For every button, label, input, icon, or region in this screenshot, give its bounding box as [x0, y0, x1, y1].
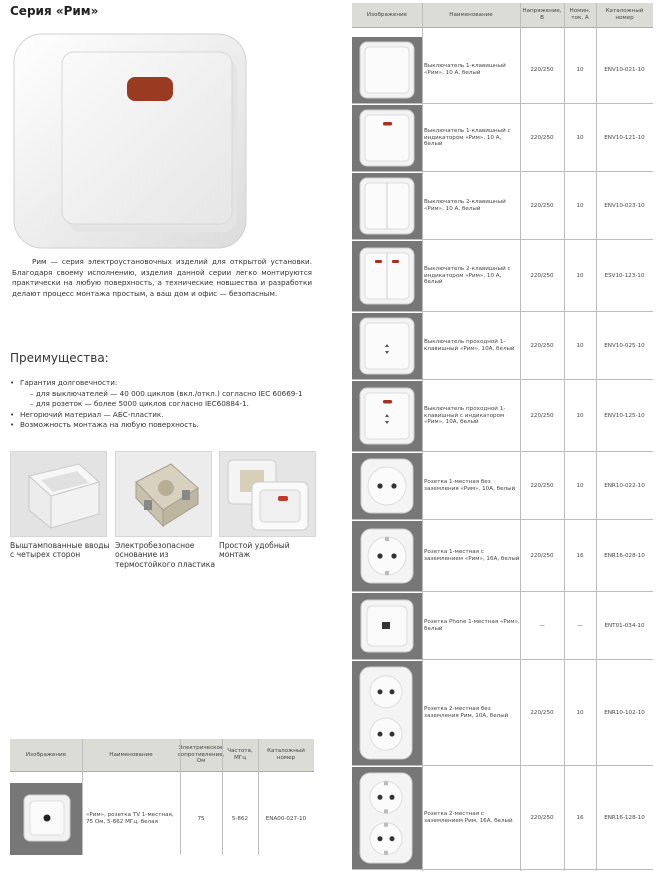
- advantages-heading: Преимущества:: [10, 351, 109, 365]
- advantage-item: • Негорючий материал — АБС-пластик.: [10, 410, 320, 421]
- base-photo: [115, 451, 212, 537]
- current-value: —: [577, 622, 583, 629]
- page-title: Серия «Рим»: [10, 4, 99, 18]
- product-table: [352, 3, 653, 856]
- switch-2-key-indicator-icon: [352, 241, 422, 311]
- catalog-number: ESV10-123-10: [604, 272, 645, 279]
- socket-2-icon: [352, 661, 422, 765]
- frequency-value: 5-862: [231, 815, 249, 822]
- row-divider: [352, 103, 653, 104]
- catalog-number: ENR16-128-10: [604, 814, 645, 821]
- row-divider: [352, 519, 653, 520]
- product-name: Розетка 2-местная с заземлением Рим, 16А, белый: [424, 811, 513, 824]
- catalog-number: ENT01-034-10: [604, 622, 645, 629]
- current-value: 16: [576, 552, 584, 559]
- voltage-value: 220/250: [530, 552, 554, 559]
- switch-2-key-icon: [352, 173, 422, 239]
- current-value: 10: [576, 134, 584, 141]
- product-name: Выключатель 1-клавишный с индикатором «Рим», 10 А, белый: [424, 128, 511, 148]
- product-name: Розетка 2-местная без заземления Рим, 10А, белый: [424, 706, 509, 719]
- advantage-item: • Возможность монтажа на любую поверхность.: [10, 420, 320, 431]
- product-name: Выключатель проходной 1-клавишный с индикатором «Рим», 10А, белый: [424, 406, 506, 426]
- socket-2-ground-icon: [352, 767, 422, 869]
- column-divider: [422, 3, 423, 871]
- catalog-number: ENR10-102-10: [604, 709, 645, 716]
- product-name: Розетка 1-местная без заземления «Рим», 10А, белый: [424, 479, 516, 492]
- product-name: Выключатель 2-клавишный с индикатором «Рим», 10 А, белый: [424, 266, 511, 286]
- hero-switch-image: [12, 32, 250, 252]
- voltage-value: 220/250: [530, 342, 554, 349]
- voltage-value: 220/250: [530, 66, 554, 73]
- catalog-number: ENR10-022-10: [604, 482, 645, 489]
- socket-1-icon: [352, 453, 422, 519]
- row-divider: [352, 379, 653, 380]
- catalog-number: ENV10-021-10: [604, 66, 645, 73]
- catalog-number: ENV10-023-10: [604, 202, 645, 209]
- tv-socket-table: [10, 739, 314, 859]
- voltage-value: 220/250: [530, 134, 554, 141]
- product-name: Розетка 1-местная с заземлением «Рим», 16А, белый: [424, 549, 520, 562]
- switch-1-key-indicator-icon: [352, 105, 422, 171]
- mounting-photo: [219, 451, 316, 537]
- header-code: Каталожный номер: [605, 8, 644, 21]
- current-value: 10: [576, 342, 584, 349]
- product-name: Выключатель 2-клавишный «Рим», 10 А, белый: [424, 199, 506, 212]
- product-name: Выключатель проходной 1-клавишный «Рим», 10А, белый: [424, 339, 515, 352]
- column-divider: [520, 3, 521, 871]
- header-current: Номин. ток, А: [569, 8, 591, 21]
- advantage-subitem: – для выключателей — 40 000 циклов (вкл./откл.) согласно IEC 60669-1: [30, 388, 303, 398]
- catalog-number: ENR16-028-10: [604, 552, 645, 559]
- pass-switch-indicator-icon: [352, 381, 422, 451]
- socket-1-ground-icon: [352, 521, 422, 591]
- voltage-value: 220/250: [530, 412, 554, 419]
- row-divider: [352, 869, 653, 870]
- intro-paragraph: Рим — серия электроустановочных изделий для открытой установки. Благодаря своему исполнению, изделия данной серии легко монтируются практически на любую поверхность, а технические новшества и разработки делают процесс монтажа простым, а ваш дом и офис — безопасным.: [12, 257, 312, 298]
- pass-switch-icon: [352, 313, 422, 379]
- current-value: 10: [576, 272, 584, 279]
- resistance-value: 75: [197, 815, 205, 822]
- catalog-number: ENA00-027-10: [265, 815, 307, 822]
- current-value: 10: [576, 482, 584, 489]
- feature-caption: Электробезопасное основание из термостойкого пластика: [115, 541, 215, 569]
- phone-socket-icon: [352, 593, 422, 659]
- current-value: 10: [576, 66, 584, 73]
- voltage-value: 220/250: [530, 814, 554, 821]
- row-divider: [352, 171, 653, 172]
- row-divider: [352, 659, 653, 660]
- catalog-number: ENV10-025-10: [604, 342, 645, 349]
- voltage-value: 220/250: [530, 482, 554, 489]
- column-divider: [596, 3, 597, 871]
- voltage-value: 220/250: [530, 709, 554, 716]
- header-name: Наименование: [449, 11, 493, 18]
- tv-socket-icon: [10, 783, 82, 855]
- switch-1-key-icon: [352, 37, 422, 103]
- header-image: Изображение: [25, 751, 67, 758]
- current-value: 10: [576, 202, 584, 209]
- voltage-value: 220/250: [530, 272, 554, 279]
- header-resistance: Электрическое сопротивление, Ом: [177, 745, 225, 765]
- current-value: 10: [576, 709, 584, 716]
- row-divider: [352, 765, 653, 766]
- header-name: Наименование: [109, 751, 153, 758]
- column-divider: [564, 3, 565, 871]
- product-name: «Рим», розетка TV 1-местная, 75 Ом, 5-862 МГц, белая: [86, 812, 174, 825]
- catalog-number: ENV10-121-10: [604, 134, 645, 141]
- catalog-number: ENV10-125-10: [604, 412, 645, 419]
- current-value: 10: [576, 412, 584, 419]
- product-name: Розетка Phone 1-местная «Рим», белый: [424, 619, 520, 632]
- advantage-item: • Гарантия долговечности:: [10, 378, 320, 389]
- row-divider: [352, 239, 653, 240]
- product-name: Выключатель 1-клавишный «Рим», 10 А, белый: [424, 63, 506, 76]
- feature-caption: Простой удобный монтаж: [219, 541, 290, 560]
- row-divider: [352, 451, 653, 452]
- advantages-list: [10, 378, 320, 431]
- header-frequency: Частота, МГц: [227, 748, 253, 761]
- voltage-value: —: [539, 622, 545, 629]
- advantage-subitem: – для розеток — более 5000 циклов согласно IEC60884-1.: [30, 399, 249, 409]
- feature-caption: Выштампованные вводы с четырех сторон: [10, 541, 110, 560]
- header-code: Каталожный номер: [267, 748, 305, 761]
- row-divider: [352, 311, 653, 312]
- current-value: 16: [576, 814, 584, 821]
- voltage-value: 220/250: [530, 202, 554, 209]
- box-inlets-photo: [10, 451, 107, 537]
- row-divider: [352, 591, 653, 592]
- header-voltage: Напряжение, В: [522, 8, 562, 21]
- header-image: Изображение: [366, 11, 408, 18]
